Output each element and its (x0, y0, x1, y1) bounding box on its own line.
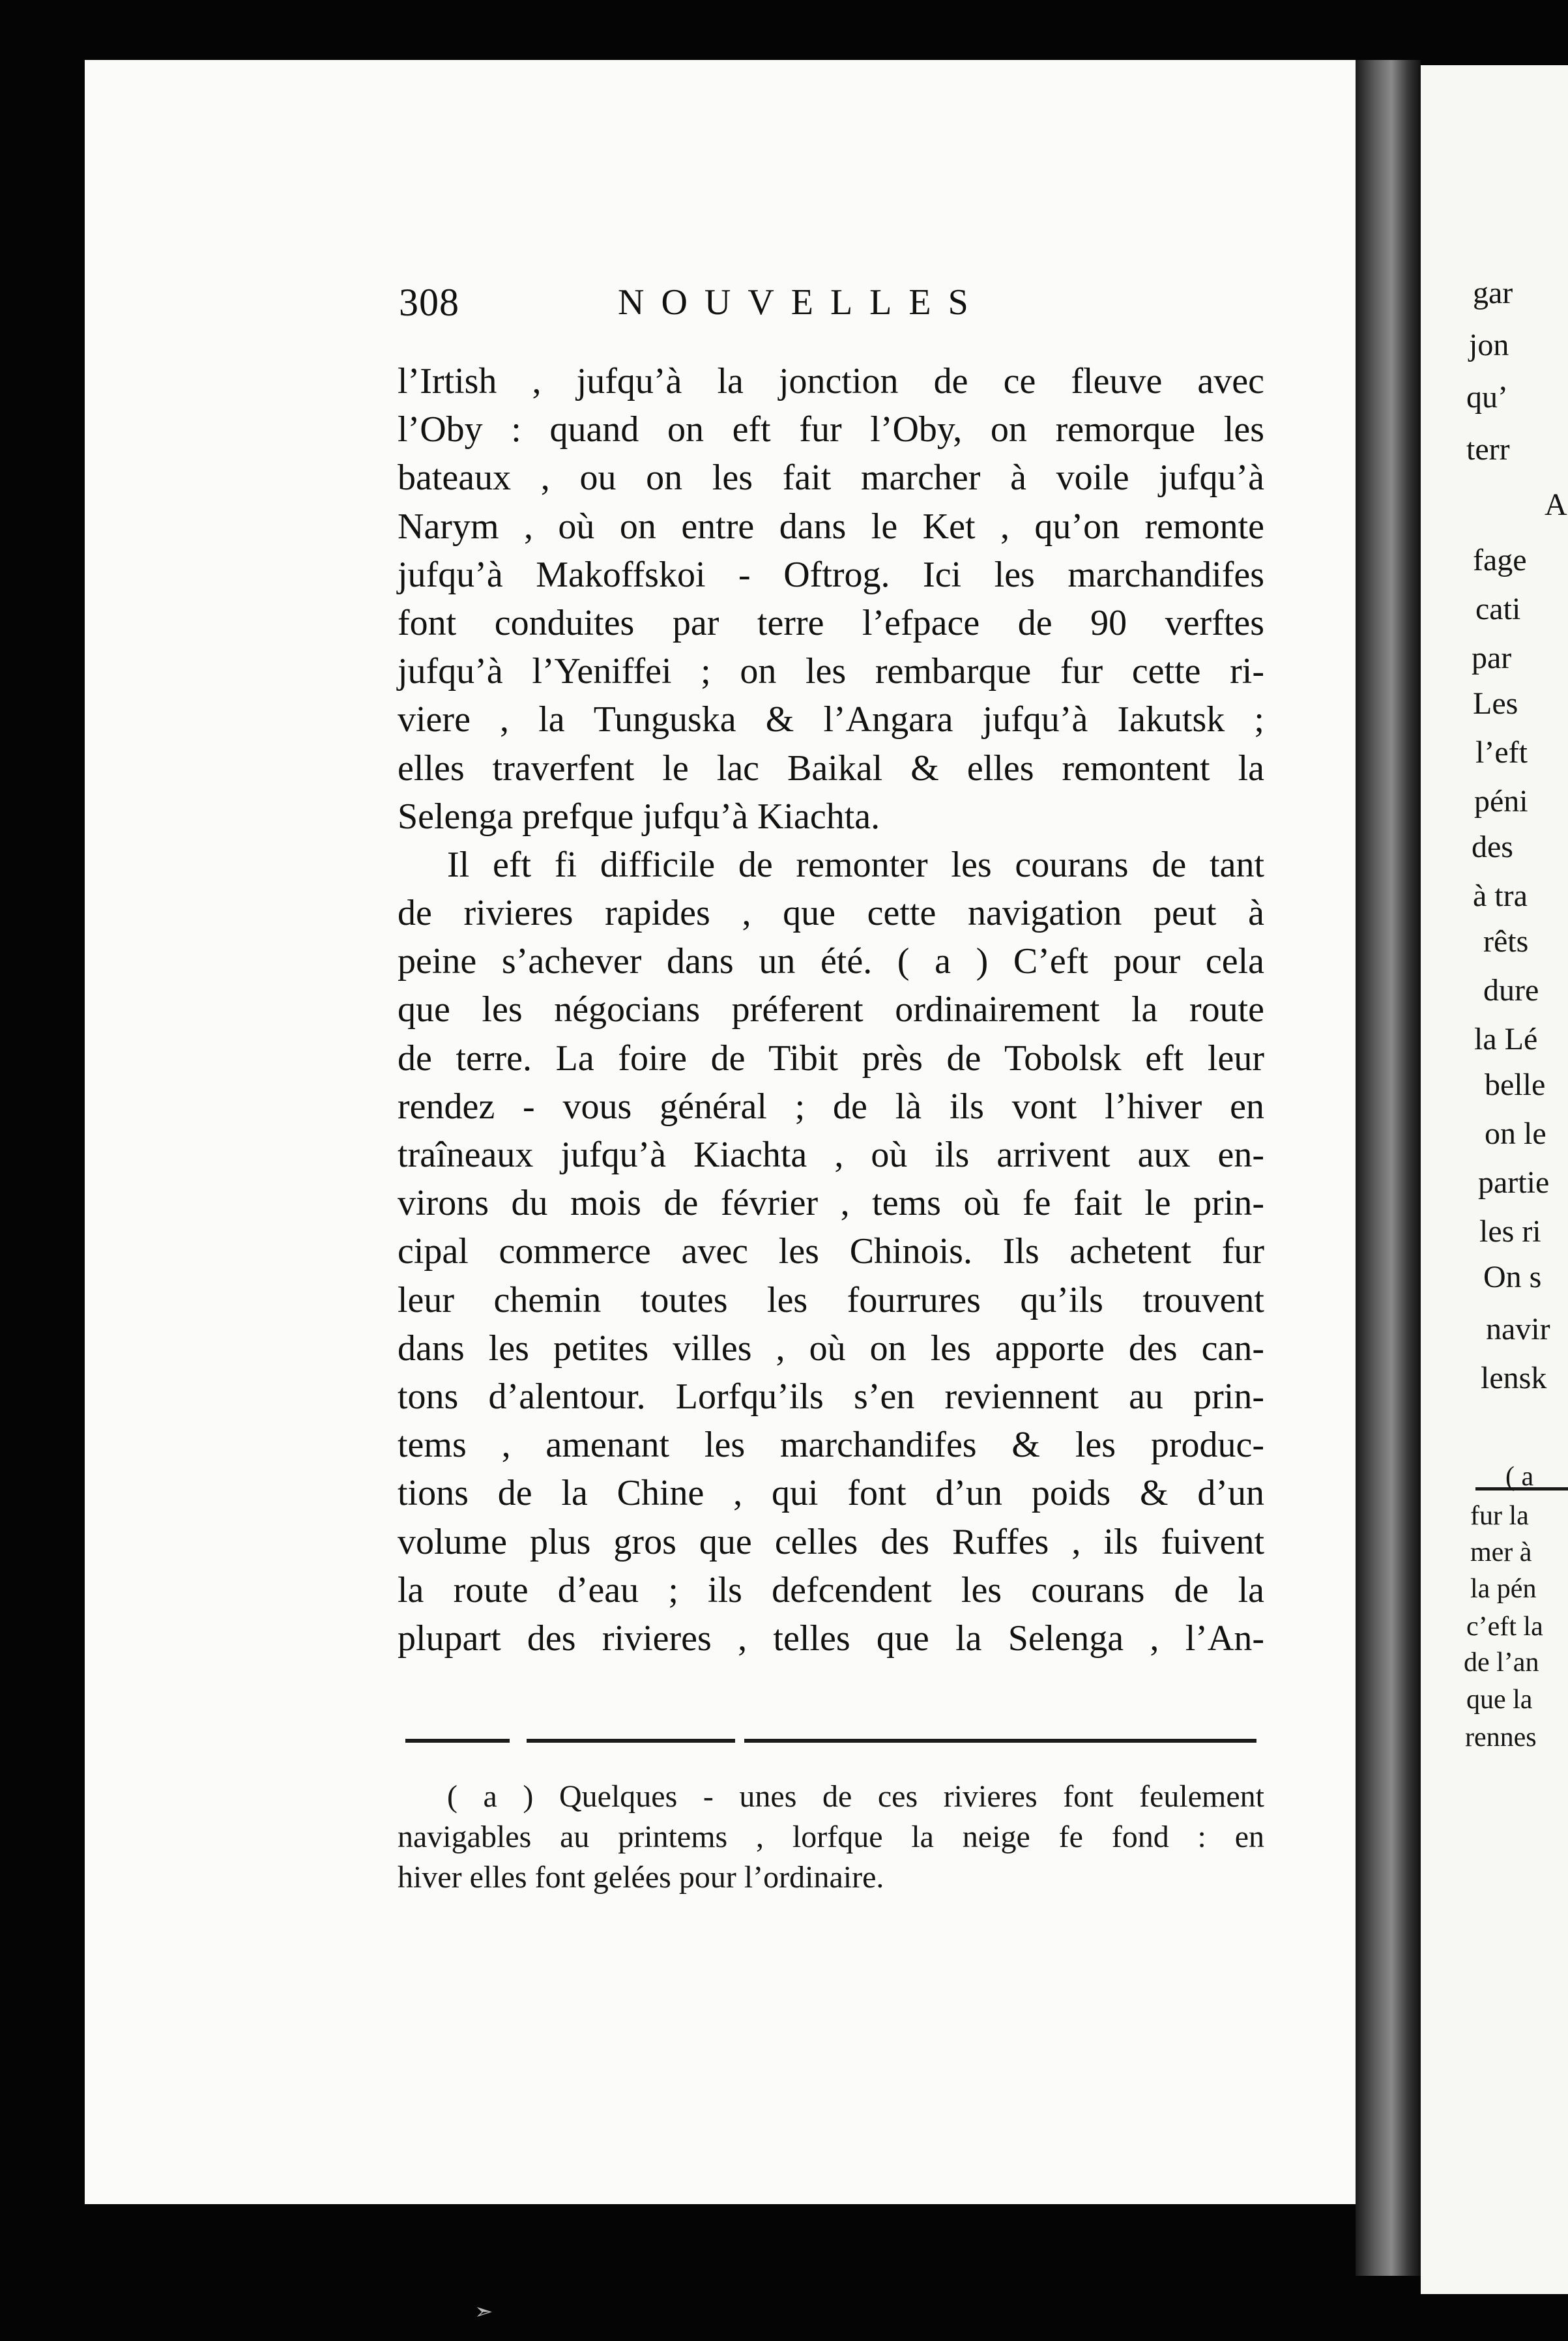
right-page-line: par (1472, 641, 1512, 675)
text-line: volume plus gros que celles des Ruffes , ils fuivent (398, 1521, 1264, 1562)
separator-segment (527, 1739, 735, 1743)
text-line: tems , amenant les marchandifes & les produc- (398, 1425, 1264, 1466)
separator-segment (405, 1739, 510, 1743)
right-page-line: les ri (1479, 1214, 1541, 1249)
right-page-line: l’eft (1475, 735, 1528, 770)
right-footnote-line: mer à (1470, 1537, 1532, 1567)
text-line: Narym , où on entre dans le Ket , qu’on remonte (398, 506, 1264, 547)
right-page-line: des (1472, 830, 1513, 864)
text-line: rendez - vous général ; de là ils vont l’hiver en (398, 1086, 1264, 1127)
text-line: peine s’achever dans un été. ( a ) C’eft pour cela (398, 941, 1264, 982)
text-line: Selenga prefque jufqu’à Kiachta. (398, 796, 880, 837)
right-page-line: cati (1475, 592, 1521, 626)
right-page (1421, 65, 1568, 2294)
right-footnote-line: de l’an (1464, 1648, 1539, 1678)
right-page-line: jon (1469, 328, 1509, 362)
right-page-line: on le (1485, 1116, 1546, 1151)
right-footnote-line: la pén (1470, 1574, 1537, 1604)
right-page-line: rêts (1483, 924, 1529, 959)
text-line: dans les petites villes , où on les apporte des can- (398, 1328, 1264, 1369)
separator-segment (744, 1739, 1256, 1743)
text-line: tons d’alentour. Lorfqu’ils s’en reviennent au prin- (398, 1376, 1264, 1417)
text-line: l’Oby : quand on eft fur l’Oby, on remorque les (398, 409, 1264, 450)
text-line: cipal commerce avec les Chinois. Ils achetent fur (398, 1231, 1264, 1272)
right-page-line: On s (1483, 1260, 1542, 1294)
right-page-line: lensk (1481, 1361, 1547, 1395)
footnote-block (398, 1777, 1264, 1898)
text-line: viere , la Tunguska & l’Angara jufqu’à Iakutsk ; (398, 699, 1264, 740)
running-title: NOUVELLES (618, 282, 985, 323)
text-line: leur chemin toutes les fourrures qu’ils trouvent (398, 1279, 1264, 1320)
text-line: de terre. La foire de Tibit près de Tobolsk eft leur (398, 1038, 1264, 1079)
book-gutter (1356, 60, 1421, 2276)
right-page-line: belle (1485, 1068, 1546, 1102)
text-line: que les négocians préferent ordinairement la route (398, 989, 1264, 1030)
footnote-separator (405, 1739, 1256, 1743)
text-line: plupart des rivieres , telles que la Selenga , l’An- (398, 1618, 1264, 1659)
text-line: traîneaux jufqu’à Kiachta , où ils arrivent aux en- (398, 1135, 1264, 1175)
text-line: jufqu’à l’Yeniffei ; on les rembarque fur cette ri- (398, 651, 1264, 692)
text-line: Il eft fi difficile de remonter les courans de tant (447, 844, 1264, 885)
text-line: bateaux , ou on les fait marcher à voile jufqu’à (398, 458, 1264, 499)
right-footnote-line: que la (1466, 1685, 1533, 1715)
right-page-line: terr (1466, 432, 1510, 467)
text-line: de rivieres rapides , que cette navigation peut à (398, 893, 1264, 934)
right-page-line: partie (1478, 1165, 1550, 1200)
right-footnote-line: ( a (1505, 1462, 1534, 1492)
footnote-line: ( a ) Quelques - unes de ces rivieres font feulement (447, 1779, 1264, 1814)
right-page-line: qu’ (1466, 380, 1508, 414)
text-line: jufqu’à Makoffskoi - Oftrog. Ici les marchandifes (398, 554, 1264, 595)
footnote-line: navigables au printems , lorfque la neige fe fond : en (398, 1820, 1264, 1854)
scan-mark: ➣ (474, 2300, 493, 2324)
right-page-line: à tra (1473, 879, 1528, 913)
right-page-line: la Lé (1474, 1022, 1538, 1056)
text-line: l’Irtish , jufqu’à la jonction de ce fleuve avec (398, 361, 1264, 401)
right-page-line: péni (1474, 784, 1528, 819)
right-footnote-line: fur la (1470, 1501, 1529, 1531)
main-text-block (398, 357, 1264, 1663)
footnote-line: hiver elles font gelées pour l’ordinaire. (398, 1860, 884, 1895)
right-page-line: navir (1486, 1312, 1550, 1346)
text-line: font conduites par terre l’efpace de 90 verftes (398, 602, 1264, 643)
text-line: virons du mois de février , tems où fe fait le prin- (398, 1183, 1264, 1224)
text-line: tions de la Chine , qui font d’un poids & d’un (398, 1473, 1264, 1514)
text-line: elles traverfent le lac Baikal & elles remontent la (398, 748, 1264, 789)
right-page-line: gar (1473, 276, 1513, 310)
right-page-line: Les (1473, 686, 1518, 721)
right-page-line: dure (1483, 973, 1539, 1008)
right-page-line: fage (1473, 543, 1527, 577)
right-footnote-line: rennes (1465, 1723, 1537, 1752)
text-line: la route d’eau ; ils defcendent les courans de la (398, 1569, 1264, 1610)
right-page-line: A (1545, 487, 1567, 522)
right-footnote-line: c’eft la (1466, 1612, 1543, 1642)
page-number: 308 (399, 281, 459, 324)
